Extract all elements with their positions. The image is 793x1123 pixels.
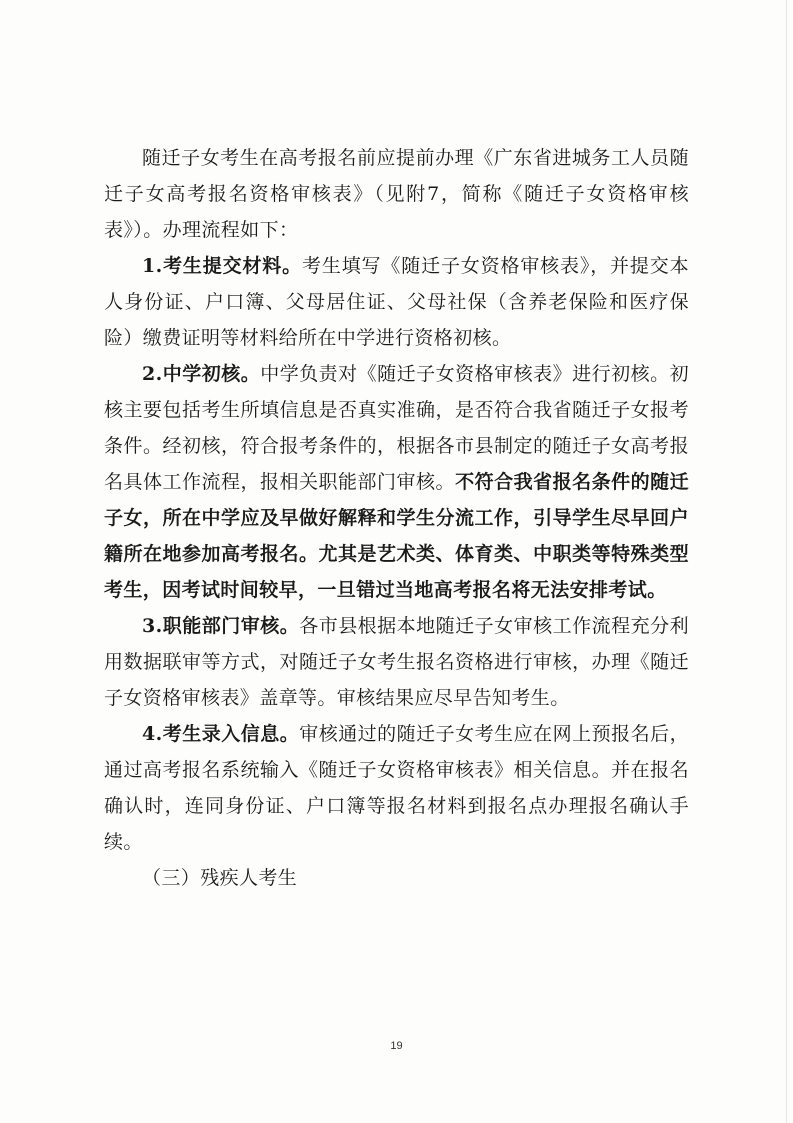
step-3-title: 3.职能部门审核。	[142, 615, 300, 637]
intro-text: 随迁子女考生在高考报名前应提前办理《广东省进城务工人员随迁子女高考报名资格审核表》（见附7，简称《随迁子女资格审核表》）。办理流程如下：	[104, 147, 689, 241]
step-1-body: 考生填写《随迁子女资格审核表》，并提交本人身份证、户口簿、父母居住证、父母社保（含养老保险和医疗保险）缴费证明等材料给所在中学进行资格初核。	[104, 255, 689, 349]
body-text	[104, 140, 689, 896]
step-3-paragraph	[104, 608, 689, 716]
step-1-title: 1.考生提交材料。	[142, 255, 303, 277]
step-2-emphasis: 不符合我省报名条件的随迁子女，所在中学应及早做好解释和学生分流工作，引导学生尽早回户籍所在地参加高考报名。尤其是艺术类、体育类、中职类等特殊类型考生，因考试时间较早，一旦错过当地高考报名将无法安排考试。	[104, 471, 689, 601]
step-4-body: 审核通过的随迁子女考生应在网上预报名后，通过高考报名系统输入《随迁子女资格审核表》相关信息。并在报名确认时，连同身份证、户口簿等报名材料到报名点办理报名确认手续。	[104, 723, 689, 853]
section-heading: （三）残疾人考生	[142, 867, 298, 889]
step-3-body: 各市县根据本地随迁子女审核工作流程充分利用数据联审等方式，对随迁子女考生报名资格进行审核，办理《随迁子女资格审核表》盖章等。审核结果应尽早告知考生。	[104, 615, 689, 709]
step-1-paragraph	[104, 248, 689, 356]
intro-paragraph	[104, 140, 689, 248]
step-4-title: 4.考生录入信息。	[142, 723, 300, 745]
page-edge-line	[786, 0, 787, 1123]
step-2-paragraph	[104, 356, 689, 608]
step-2-title: 2.中学初核。	[142, 363, 261, 385]
step-2-body: 中学负责对《随迁子女资格审核表》进行初核。初核主要包括考生所填信息是否真实准确，是否符合我省随迁子女报考条件。经初核，符合报考条件的，根据各市县制定的随迁子女高考报名具体工作流程，报相关职能部门审核。	[104, 363, 689, 493]
step-4-paragraph	[104, 716, 689, 860]
page-number: 19	[390, 1040, 403, 1052]
